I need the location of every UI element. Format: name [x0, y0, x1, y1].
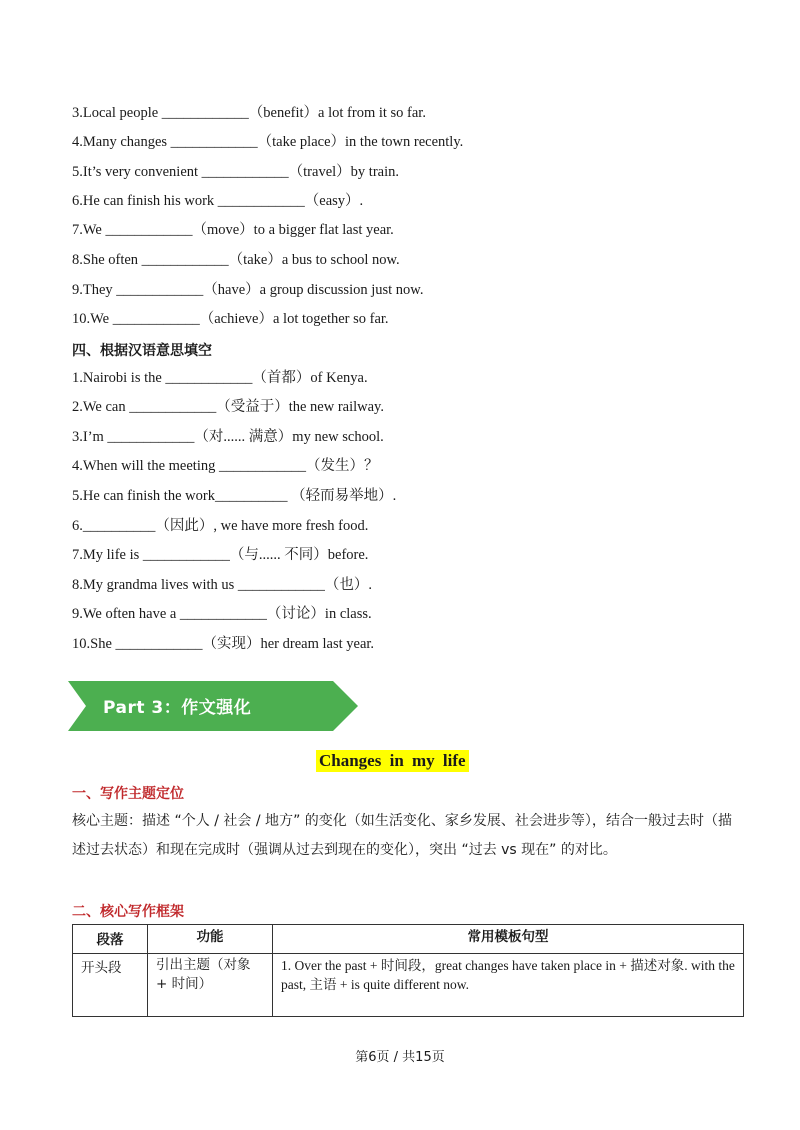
- exercise-item: 10.She ____________（实现）her dream last year.: [72, 636, 375, 652]
- exercise-item: 3.Local people ____________（benefit）a lot from it so far.: [72, 105, 426, 121]
- column-header-function: 功能: [148, 925, 273, 954]
- essay-title: Changes in my life: [316, 750, 469, 772]
- cell-paragraph: 开头段: [73, 954, 148, 1017]
- framework-table: [72, 924, 744, 1017]
- exercise-item: 7.We ____________（move）to a bigger flat last year.: [72, 222, 394, 238]
- column-header-template: 常用模板句型: [273, 925, 744, 954]
- writing-theme-heading: 一、写作主题定位: [72, 786, 184, 802]
- writing-theme-body: 核心主题：描述 “个人 / 社会 / 地方” 的变化（如生活变化、家乡发展、社会进步等），结合一般过去时（描述过去状态）和现在完成时（强调从过去到现在的变化），突出 “过去 vs 现在” 的对比。: [72, 813, 732, 858]
- exercise-item: 5.He can finish the work__________ （轻而易举地）.: [72, 488, 397, 504]
- cell-template: 1. Over the past + 时间段，great changes have taken place in + 描述对象. with the past, 主语 + is quite different now.: [273, 954, 744, 1017]
- exercise-item: 8.My grandma lives with us ____________（也）.: [72, 577, 373, 593]
- exercise-item: 7.My life is ____________（与...... 不同）before.: [72, 547, 369, 563]
- exercise-item: 4.Many changes ____________（take place）in the town recently.: [72, 134, 464, 150]
- section-heading: 四、根据汉语意思填空: [72, 343, 212, 359]
- column-header-paragraph: 段落: [73, 925, 148, 954]
- exercise-item: 9.We often have a ____________（讨论）in class.: [72, 606, 372, 622]
- exercise-item: 4.When will the meeting ____________（发生）？: [72, 458, 379, 474]
- exercise-item: 5.It’s very convenient ____________（travel）by train.: [72, 164, 399, 180]
- exercise-item: 9.They ____________（have）a group discussion just now.: [72, 282, 424, 298]
- cell-function: 引出主题（对象 + 时间）: [148, 954, 273, 1017]
- exercise-item: 8.She often ____________（take）a bus to school now.: [72, 252, 400, 268]
- page-footer: 第6页 / 共15页: [355, 1050, 445, 1065]
- exercise-item: 6.He can finish his work ____________（easy）.: [72, 193, 364, 209]
- framework-heading: 二、核心写作框架: [72, 904, 184, 920]
- exercise-item: 10.We ____________（achieve）a lot together so far.: [72, 311, 389, 327]
- exercise-item: 6.__________（因此）, we have more fresh food.: [72, 518, 369, 534]
- exercise-item: 1.Nairobi is the ____________（首都）of Kenya.: [72, 370, 368, 386]
- table-header-row: [73, 925, 744, 954]
- exercise-item: 3.I’m ____________（对...... 满意）my new school.: [72, 429, 384, 445]
- part-banner-label: Part 3：作文强化: [103, 698, 252, 718]
- exercise-item: 2.We can ____________（受益于）the new railway.: [72, 399, 384, 415]
- table-row: [73, 954, 744, 1017]
